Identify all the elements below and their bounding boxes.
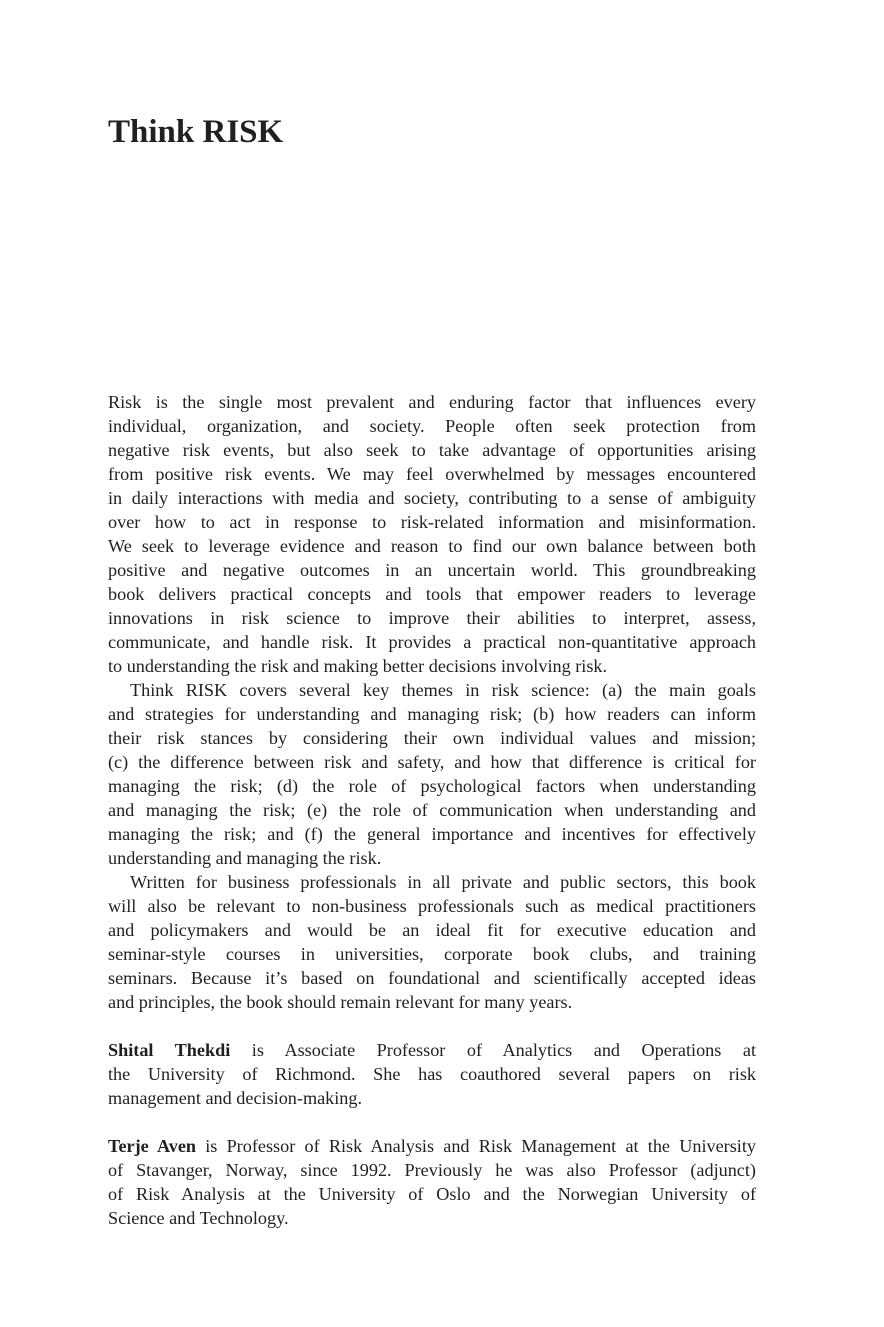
author-name: Shital Thekdi	[108, 1040, 231, 1060]
text-line: understanding and managing the risk.	[108, 848, 382, 868]
body-text	[108, 390, 756, 1230]
text-line: the University of Richmond. She has coauthored several papers on risk	[108, 1064, 756, 1084]
text-line: (c) the difference between risk and safety, and how that difference is critical for	[108, 752, 756, 772]
text-line: communicate, and handle risk. It provides a practical non-quantitative approach	[108, 632, 756, 652]
author-bio	[108, 1038, 756, 1110]
text-line: innovations in risk science to improve their abilities to interpret, assess,	[108, 608, 756, 628]
text-line	[108, 1134, 756, 1158]
paragraph	[108, 390, 756, 678]
text-line: Think RISK covers several key themes in risk science: (a) the main goals	[130, 680, 756, 700]
paragraph	[108, 678, 756, 870]
text-line: of Stavanger, Norway, since 1992. Previously he was also Professor (adjunct)	[108, 1160, 756, 1180]
text-line: book delivers practical concepts and tools that empower readers to leverage	[108, 584, 756, 604]
author-bio-text: is Professor of Risk Analysis and Risk Management at the University	[196, 1136, 756, 1156]
text-line: and strategies for understanding and managing risk; (b) how readers can inform	[108, 704, 756, 724]
text-line: and principles, the book should remain relevant for many years.	[108, 992, 573, 1012]
text-line: negative risk events, but also seek to take advantage of opportunities arising	[108, 440, 756, 460]
paragraph	[108, 870, 756, 1014]
author-bio	[108, 1134, 756, 1230]
text-line: will also be relevant to non-business professionals such as medical practitioners	[108, 896, 756, 916]
text-line: individual, organization, and society. People often seek protection from	[108, 416, 756, 436]
text-line: managing the risk; (d) the role of psychological factors when understanding	[108, 776, 756, 796]
text-line: their risk stances by considering their own individual values and mission;	[108, 728, 756, 748]
text-line: Science and Technology.	[108, 1208, 289, 1228]
author-bio-text: is Associate Professor of Analytics and Operations at	[230, 1040, 756, 1060]
text-line: Risk is the single most prevalent and enduring factor that influences every	[108, 392, 756, 412]
text-line: in daily interactions with media and society, contributing to a sense of ambiguity	[108, 488, 756, 508]
text-line: management and decision-making.	[108, 1088, 363, 1108]
text-line: from positive risk events. We may feel overwhelmed by messages encountered	[108, 464, 756, 484]
page-title: Think RISK	[108, 114, 284, 150]
text-line	[108, 1038, 756, 1062]
text-line: to understanding the risk and making better decisions involving risk.	[108, 656, 608, 676]
text-line: seminars. Because it’s based on foundational and scientifically accepted ideas	[108, 968, 756, 988]
text-line: and policymakers and would be an ideal fit for executive education and	[108, 920, 756, 940]
text-line: seminar-style courses in universities, corporate book clubs, and training	[108, 944, 756, 964]
text-line: managing the risk; and (f) the general importance and incentives for effectively	[108, 824, 756, 844]
text-line: and managing the risk; (e) the role of communication when understanding and	[108, 800, 756, 820]
text-line: of Risk Analysis at the University of Oslo and the Norwegian University of	[108, 1184, 756, 1204]
text-line: over how to act in response to risk-related information and misinformation.	[108, 512, 756, 532]
text-line: positive and negative outcomes in an uncertain world. This groundbreaking	[108, 560, 756, 580]
text-line: Written for business professionals in all private and public sectors, this book	[130, 872, 756, 892]
text-line: We seek to leverage evidence and reason to find our own balance between both	[108, 536, 756, 556]
author-name: Terje Aven	[108, 1136, 197, 1156]
